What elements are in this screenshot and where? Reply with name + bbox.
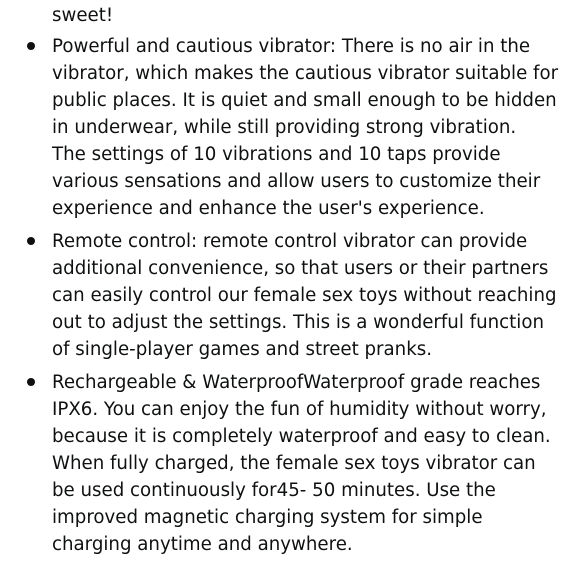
bullet-dot-icon xyxy=(27,42,35,50)
feature-bullet-line: additional convenience, so that users or their partners xyxy=(52,258,549,279)
feature-bullet-line: The settings of 10 vibrations and 10 taps provide xyxy=(52,144,501,165)
bullet-dot-icon xyxy=(27,378,35,386)
feature-bullet-line: out to adjust the settings. This is a wonderful function xyxy=(52,312,544,333)
feature-bullet-line: can easily control our female sex toys without reaching xyxy=(52,285,557,306)
feature-bullet-line: experience and enhance the user's experience. xyxy=(52,198,485,219)
feature-bullet-line: be used continuously for45- 50 minutes. Use the xyxy=(52,480,496,501)
feature-bullet xyxy=(0,228,580,363)
feature-bullet-line: When fully charged, the female sex toys vibrator can xyxy=(52,453,536,474)
feature-bullet-line: various sensations and allow users to customize their xyxy=(52,171,541,192)
feature-bullet-line: of single-player games and street pranks. xyxy=(52,339,432,360)
feature-bullet xyxy=(0,33,580,222)
feature-bullet-line: IPX6. You can enjoy the fun of humidity without worry, xyxy=(52,399,547,420)
feature-bullet-line: because it is completely waterproof and easy to clean. xyxy=(52,426,551,447)
bullet-dot-icon xyxy=(27,237,35,245)
feature-bullet-line: improved magnetic charging system for simple xyxy=(52,507,483,528)
cutoff-link-fragment[interactable] xyxy=(38,572,98,580)
feature-bullet-list xyxy=(0,33,580,564)
feature-bullet-line: Remote control: remote control vibrator can provide xyxy=(52,231,528,252)
feature-bullet-line: public places. It is quiet and small enough to be hidden xyxy=(52,90,557,111)
feature-bullet-line: in underwear, while still providing strong vibration. xyxy=(52,117,517,138)
feature-bullet-line: Powerful and cautious vibrator: There is no air in the xyxy=(52,36,531,57)
feature-bullet-line: Rechargeable & WaterproofWaterproof grade reaches xyxy=(52,372,541,393)
feature-bullet-line: vibrator, which makes the cautious vibrator suitable for xyxy=(52,63,559,84)
feature-bullet xyxy=(0,369,580,558)
feature-bullet-line: charging anytime and anywhere. xyxy=(52,534,353,555)
intro-text-tail: sweet! xyxy=(52,5,114,26)
